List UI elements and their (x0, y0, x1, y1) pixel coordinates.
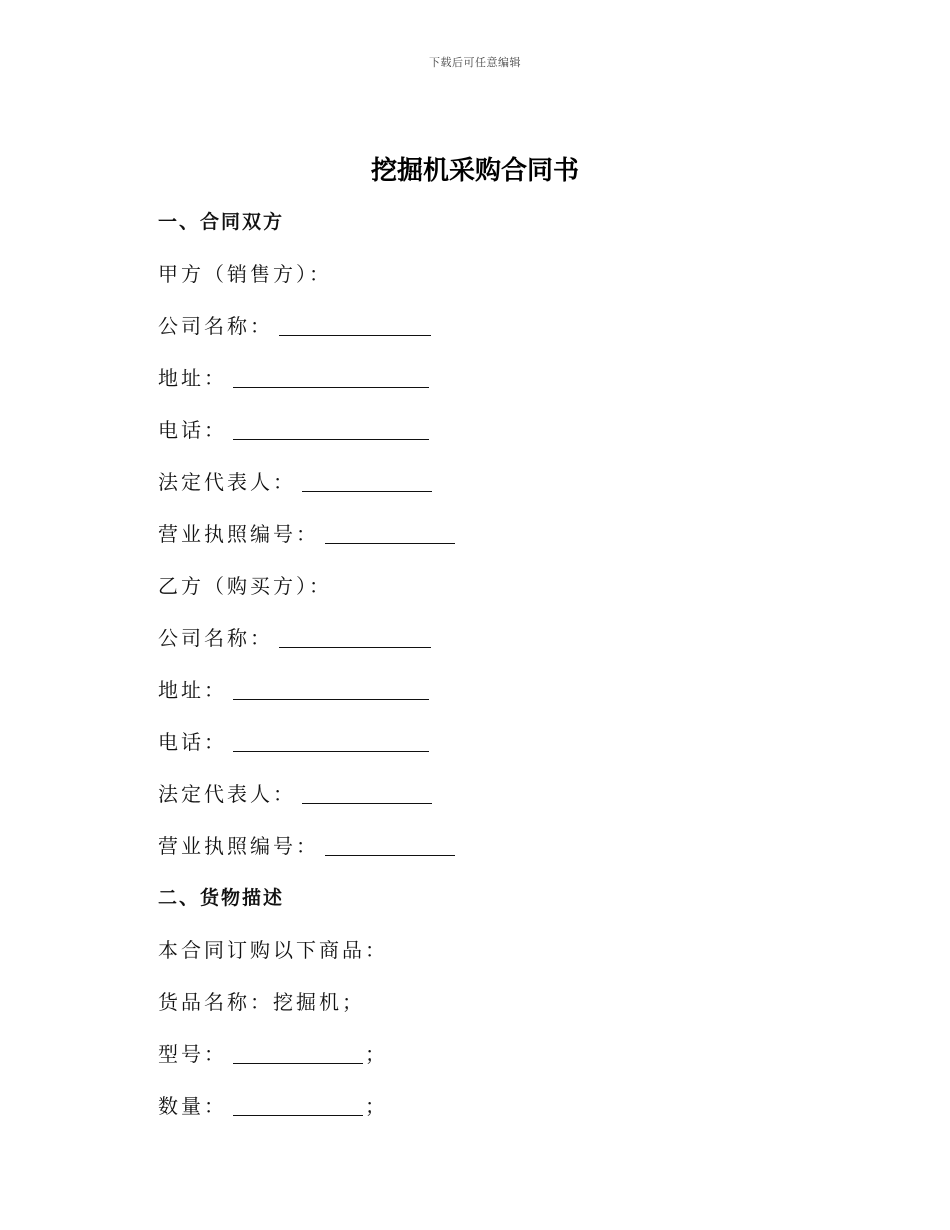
party-a-phone-label: 电话： (158, 417, 227, 442)
party-a-license-label: 营业执照编号： (158, 521, 319, 546)
party-b-company-blank[interactable] (279, 625, 431, 648)
party-a-legal-rep-label: 法定代表人： (158, 469, 296, 494)
party-a-address-row (158, 350, 798, 402)
party-a-company-row (158, 298, 798, 350)
party-a-phone-blank[interactable] (233, 417, 429, 440)
goods-name: 货品名称：挖掘机； (158, 989, 365, 1014)
party-a-company-blank[interactable] (279, 313, 431, 336)
goods-model-label: 型号： (158, 1041, 227, 1066)
party-b-address-blank[interactable] (233, 677, 429, 700)
party-a-legal-rep-blank[interactable] (302, 469, 432, 492)
party-b-company-label: 公司名称： (158, 625, 273, 650)
header-note: 下载后可任意编辑 (429, 56, 521, 69)
party-b-label: 乙方（购买方）： (158, 573, 332, 598)
goods-intro: 本合同订购以下商品： (158, 937, 388, 962)
document-title: 挖掘机采购合同书 (370, 156, 579, 186)
party-b-phone-row (158, 714, 798, 766)
party-a-license-row (158, 506, 798, 558)
party-b-address-row (158, 662, 798, 714)
party-b-phone-label: 电话： (158, 729, 227, 754)
party-b-legal-rep-label: 法定代表人： (158, 781, 296, 806)
section-heading-parties: 一、合同双方 (158, 210, 285, 233)
party-a-phone-row (158, 402, 798, 454)
goods-quantity-label: 数量： (158, 1093, 227, 1118)
document-body (158, 194, 798, 1130)
goods-model-semicolon: ； (365, 1041, 388, 1066)
party-a-address-label: 地址： (158, 365, 227, 390)
goods-model-blank[interactable] (233, 1041, 363, 1064)
party-a-label: 甲方（销售方）： (158, 261, 332, 286)
party-b-address-label: 地址： (158, 677, 227, 702)
party-b-company-row (158, 610, 798, 662)
party-b-legal-rep-row (158, 766, 798, 818)
party-b-license-label: 营业执照编号： (158, 833, 319, 858)
party-a-license-blank[interactable] (325, 521, 455, 544)
goods-quantity-row (158, 1078, 798, 1130)
goods-model-row (158, 1026, 798, 1078)
goods-quantity-blank[interactable] (233, 1093, 363, 1116)
party-b-phone-blank[interactable] (233, 729, 429, 752)
party-a-company-label: 公司名称： (158, 313, 273, 338)
goods-quantity-semicolon: ； (365, 1093, 388, 1118)
party-b-license-row (158, 818, 798, 870)
party-a-legal-rep-row (158, 454, 798, 506)
party-b-license-blank[interactable] (325, 833, 455, 856)
party-a-address-blank[interactable] (233, 365, 429, 388)
party-b-legal-rep-blank[interactable] (302, 781, 432, 804)
section-heading-goods: 二、货物描述 (158, 886, 285, 909)
